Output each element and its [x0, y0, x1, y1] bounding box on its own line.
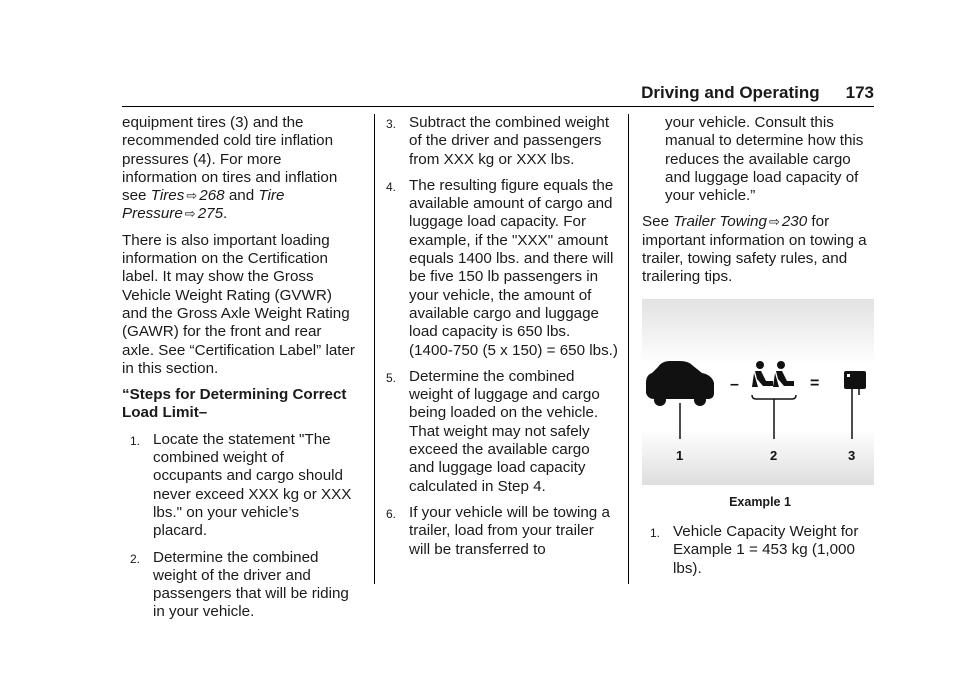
page-ref-icon: ⇨ — [186, 188, 198, 204]
list-number: 1. — [130, 433, 141, 448]
section-title: Driving and Operating — [641, 83, 820, 102]
callout-1: 1 — [676, 447, 684, 463]
list-item — [386, 177, 618, 360]
list-item — [386, 504, 618, 559]
link-trailer-towing[interactable]: Trailer Towing — [673, 213, 767, 231]
column-divider — [628, 114, 629, 584]
car-icon — [646, 361, 714, 406]
occupants-icon — [752, 361, 794, 387]
text: equipment tires (3) and the recommended cold tire inflation pressures (4). For more information on tires and inflation see — [122, 114, 338, 205]
header-rule — [122, 106, 874, 107]
page-ref[interactable]: 230 — [781, 213, 808, 231]
text: and — [224, 187, 259, 205]
column-2 — [386, 114, 618, 567]
paragraph — [642, 213, 878, 286]
minus-sign: – — [730, 375, 739, 393]
list-number: 4. — [386, 179, 397, 194]
list-text: Vehicle Capacity Weight for Example 1 = 453 kg (1,000 lbs). — [673, 522, 859, 577]
list-number: 6. — [386, 506, 397, 521]
figure-caption: Example 1 — [729, 494, 791, 509]
load-capacity-figure — [642, 299, 874, 485]
list-number: 1. — [650, 525, 661, 540]
page-ref-icon: ⇨ — [184, 206, 196, 222]
steps-list — [122, 431, 357, 622]
list-number: 3. — [386, 117, 397, 131]
list-text: Determine the combined weight of luggage and cargo being loaded on the vehicle. That weight may not safely exceed the available cargo and luggage load capacity calculated in Step 4. — [409, 367, 600, 495]
link-tires[interactable]: Tires — [150, 187, 185, 205]
list-item — [650, 523, 878, 578]
column-3 — [642, 114, 878, 586]
paragraph: There is also important loading information on the Certification label. It may show the Gross Vehicle Weight Rating (GVWR) and the Gross Axle Weight Rating (GAWR) for the front and rear axle. See “Certification Label” later in this section. — [122, 231, 355, 377]
callout-2: 2 — [770, 447, 778, 463]
page-ref[interactable]: 268 — [199, 187, 225, 205]
column-divider — [374, 114, 375, 584]
list-item — [130, 431, 357, 541]
figure-illustration — [642, 299, 874, 485]
bracket — [752, 395, 796, 399]
paragraph — [122, 114, 357, 224]
list-text: Determine the combined weight of the driver and passengers that will be riding in your vehicle. — [153, 548, 349, 621]
list-text: Locate the statement "The combined weight of occupants and cargo should never exceed XXX kg or XXX lbs." on your vehicle’s placard. — [153, 430, 352, 540]
page-ref[interactable]: 275 — [197, 205, 224, 223]
list-item — [130, 549, 357, 622]
list-item — [386, 368, 618, 496]
list-text: The resulting figure equals the available amount of cargo and luggage load capacity. For example, if the "XXX" amount equals 1400 lbs. and there will be five 150 lb passengers in your vehicle, the amount of available cargo and luggage load capacity is 650 lbs. (1400-750 (5 x 150) = 650 lbs.) — [409, 176, 618, 359]
page-ref-icon: ⇨ — [768, 214, 780, 230]
list-number: 5. — [386, 370, 397, 385]
list-item — [386, 114, 618, 169]
list-number: 2. — [130, 551, 141, 566]
page-header — [122, 82, 874, 104]
luggage-icon — [844, 371, 866, 389]
page-number: 173 — [845, 83, 874, 102]
steps-list — [642, 523, 878, 578]
text: for important information on towing a trailer, towing safety rules, and trailering tips. — [642, 213, 867, 286]
list-text: If your vehicle will be towing a trailer, load from your trailer will be transferred to — [409, 503, 610, 558]
text: See — [642, 213, 674, 231]
equals-sign: = — [810, 374, 820, 392]
steps-list — [386, 114, 618, 559]
section-heading: “Steps for Determining Correct Load Limit– — [122, 386, 347, 422]
callout-3: 3 — [848, 447, 856, 463]
continued-text: your vehicle. Consult this manual to determine how this reduces the available cargo and luggage load capacity of your vehicle.” — [665, 114, 864, 205]
column-1 — [122, 114, 357, 630]
text: . — [223, 205, 228, 223]
link-tire-pressure[interactable]: Tire Pressure — [122, 187, 285, 223]
list-text: Subtract the combined weight of the driver and passengers from XXX kg or XXX lbs. — [409, 114, 610, 168]
